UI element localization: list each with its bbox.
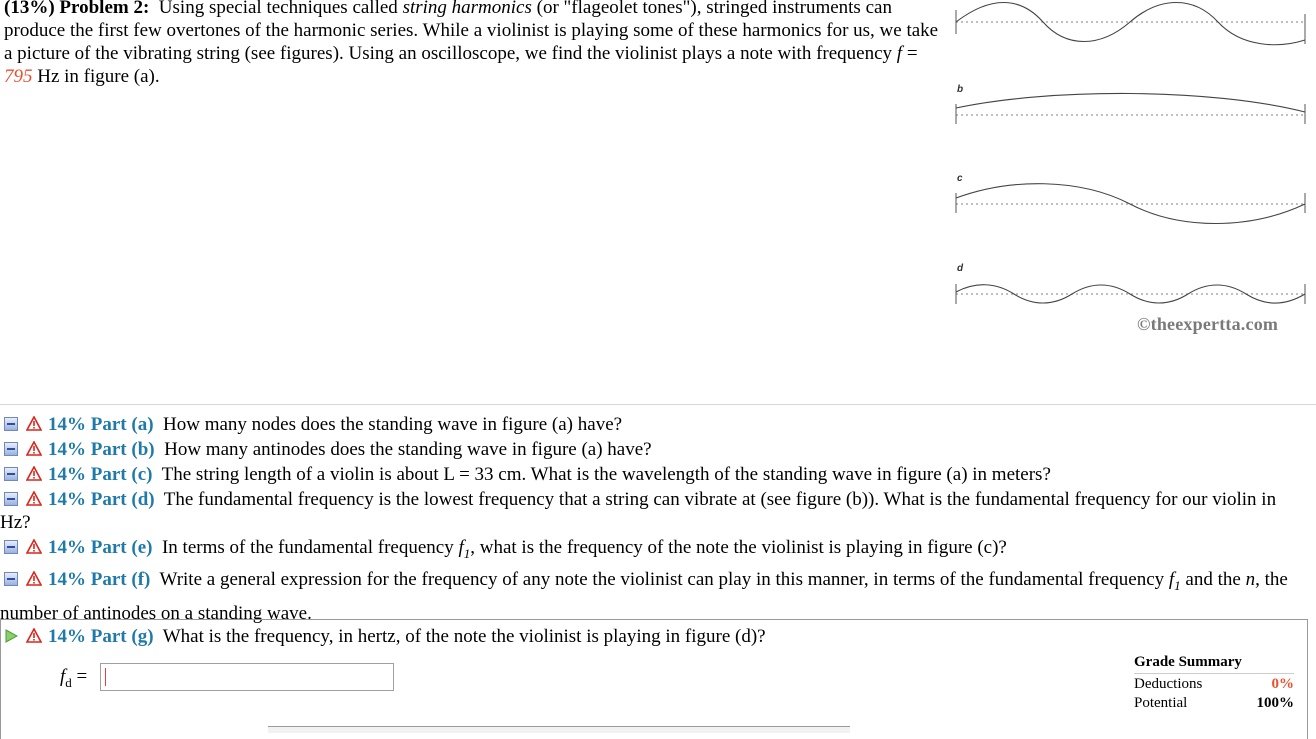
answer-subscript: d	[65, 674, 72, 690]
part-label: 14% Part (c)	[48, 464, 153, 485]
answer-symbol: f	[60, 666, 66, 687]
answer-input[interactable]	[100, 663, 394, 691]
figure-a	[956, 3, 1305, 45]
frequency-equals: =	[906, 43, 918, 64]
part-label: 14% Part (f)	[48, 569, 151, 590]
frequency-symbol: f	[896, 43, 903, 64]
problem-italic-term: string harmonics	[402, 0, 532, 18]
problem-text-3: Hz in figure (a).	[37, 66, 160, 87]
part-a[interactable]	[0, 413, 1300, 436]
problem-statement	[4, 0, 950, 88]
collapse-icon[interactable]	[4, 492, 18, 506]
part-e[interactable]	[0, 536, 1300, 565]
deductions-label: Deductions	[1134, 676, 1203, 692]
warning-icon	[26, 441, 42, 456]
potential-label: Potential	[1134, 695, 1188, 711]
part-d[interactable]	[0, 488, 1290, 534]
collapse-icon[interactable]	[4, 540, 18, 554]
copyright-text: ©theexpertta.com	[1137, 314, 1279, 334]
f1-symbol: f	[1168, 569, 1175, 590]
part-label: 14% Part (d)	[48, 489, 155, 510]
warning-icon	[26, 628, 42, 643]
part-b[interactable]	[0, 438, 1300, 461]
warning-icon	[26, 491, 42, 506]
warning-icon	[26, 416, 42, 431]
potential-row	[1134, 695, 1294, 712]
problem-text-2: (or "flageolet tones"), stringed instruments can produce the first few overtones of the harmonic series. While a violinist is playing some of these harmonics for us, we take a picture of the vibrating string (see figures). Using an oscilloscope, we find the violinist plays a note with frequency	[4, 0, 939, 64]
f1-subscript: 1	[463, 545, 471, 561]
figure-label-c: c	[957, 173, 963, 184]
part-question-pre: Write a general expression for the frequency of any note the violinist can play in this manner, in terms of the fundamental frequency	[159, 569, 1165, 590]
part-question-post: , what is the frequency of the note the violinist is playing in figure (c)?	[470, 537, 1007, 558]
part-label: 14% Part (b)	[48, 439, 155, 460]
part-question: The fundamental frequency is the lowest frequency that a string can vibrate at (see figure (b)). What is the fundamental frequency for our violin in Hz?	[0, 489, 1277, 533]
collapse-icon[interactable]	[4, 417, 18, 431]
expand-play-icon[interactable]	[4, 629, 18, 643]
problem-text-1: Using special techniques called	[158, 0, 398, 18]
warning-icon	[26, 571, 42, 586]
part-question-post: , the number of antinodes on a standing wave.	[0, 569, 1288, 624]
part-question-mid: and the	[1185, 569, 1241, 590]
warning-icon	[26, 466, 42, 481]
standing-wave-figures	[950, 0, 1310, 320]
part-label: 14% Part (e)	[48, 537, 153, 558]
figure-label-d: d	[957, 263, 964, 274]
frequency-value: 795	[4, 66, 33, 87]
warning-icon	[26, 539, 42, 554]
part-label: 14% Part (g)	[48, 626, 154, 647]
collapse-icon[interactable]	[4, 442, 18, 456]
part-label: 14% Part (a)	[48, 414, 154, 435]
grade-summary	[1134, 654, 1294, 712]
problem-percent: (13%)	[4, 0, 55, 18]
deductions-value: 0%	[1271, 676, 1294, 692]
figure-b	[956, 93, 1305, 124]
part-c[interactable]	[0, 463, 1300, 486]
grade-summary-title: Grade Summary	[1134, 654, 1294, 674]
part-question: The string length of a violin is about L = 33 cm. What is the wavelength of the standing wave in figure (a) in meters?	[161, 464, 1051, 485]
part-g[interactable]	[0, 625, 1300, 648]
collapse-icon[interactable]	[4, 572, 18, 586]
answer-equals: =	[76, 666, 88, 687]
answer-label	[60, 666, 87, 691]
n-symbol: n	[1245, 569, 1256, 590]
part-question: What is the frequency, in hertz, of the note the violinist is playing in figure (d)?	[162, 626, 766, 647]
part-question: How many nodes does the standing wave in figure (a) have?	[163, 414, 623, 435]
part-question-pre: In terms of the fundamental frequency	[161, 537, 454, 558]
section-divider	[0, 404, 1316, 405]
figure-c	[956, 184, 1305, 224]
figure-d	[956, 284, 1305, 304]
figure-label-b: b	[957, 84, 964, 95]
deductions-row	[1134, 676, 1294, 693]
collapse-icon[interactable]	[4, 467, 18, 481]
f1-subscript: 1	[1174, 577, 1181, 593]
part-question: How many antinodes does the standing wave in figure (a) have?	[164, 439, 652, 460]
potential-value: 100%	[1256, 695, 1294, 711]
f1-symbol: f	[458, 537, 464, 558]
problem-title: Problem 2:	[59, 0, 150, 18]
